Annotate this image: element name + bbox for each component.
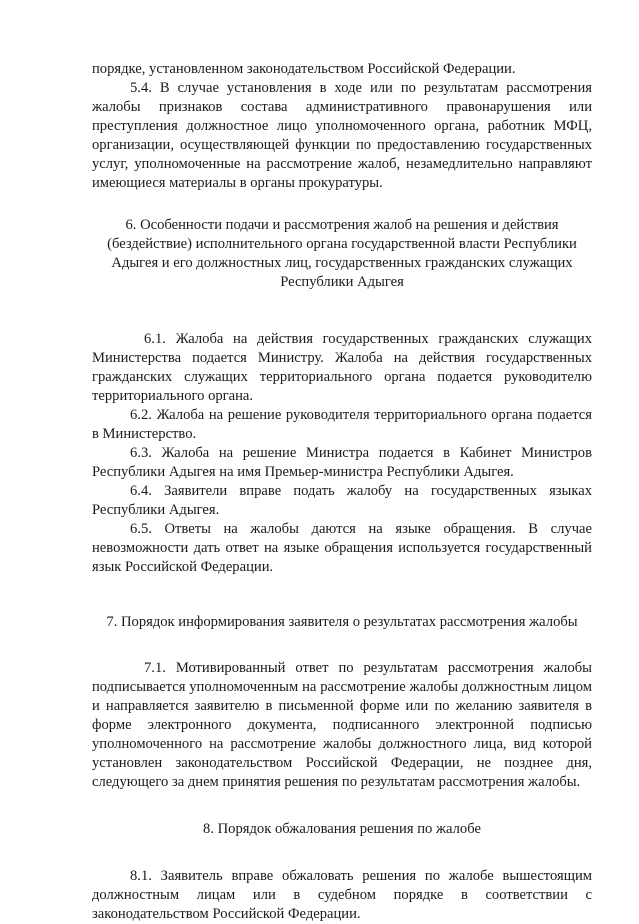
section-heading-8: 8. Порядок обжалования решения по жалобе: [203, 821, 481, 837]
paragraph-6-4: 6.4. Заявители вправе подать жалобу на государственных языках Республики Адыгея.: [92, 483, 592, 518]
paragraph-6-3: 6.3. Жалоба на решение Министра подается в Кабинет Министров Республики Адыгея на имя Премьер-министра Республики Адыгея.: [92, 445, 592, 480]
paragraph-8-1: 8.1. Заявитель вправе обжаловать решения по жалобе вышестоящим должностным лицам или в судебном порядке в соответствии с законодательством Российской Федерации.: [92, 868, 592, 922]
paragraph-6-1: 6.1. Жалоба на действия государственных гражданских служащих Министерства подается Министру. Жалоба на действия государственных гражданских служащих территориального органа подается руководителю территориального органа.: [92, 331, 592, 404]
section-heading-6: 6. Особенности подачи и рассмотрения жалоб на решения и действия (бездействие) исполнительного органа государственной власти Республики Адыгея и его должностных лиц, государственных гражданских служащих Республики Адыгея: [107, 217, 577, 290]
paragraph-7-1: 7.1. Мотивированный ответ по результатам рассмотрения жалобы подписывается уполномоченным на рассмотрение жалобы должностным лицом и направляется заявителю в письменной форме или по желанию заявителя в форме электронного документа, подписанного электронной подписью уполномоченного на рассмотрение жалобы должностного лица, вид которой установлен законодательством Российской Федерации, не позднее дня, следующего за днем принятия решения по результатам рассмотрения жалобы.: [92, 660, 592, 790]
document-page: [92, 0, 592, 924]
paragraph-6-5: 6.5. Ответы на жалобы даются на языке обращения. В случае невозможности дать ответ на языке обращения используется государственный язык Российской Федерации.: [92, 521, 592, 575]
paragraph-6-2: 6.2. Жалоба на решение руководителя территориального органа подается в Министерство.: [92, 407, 592, 442]
paragraph-continuation: порядке, установленном законодательством Российской Федерации.: [92, 61, 516, 77]
paragraph-5-4: 5.4. В случае установления в ходе или по результатам рассмотрения жалобы признаков состава административного правонарушения или преступления должностное лицо уполномоченного органа, работник МФЦ, организации, осуществляющей функции по предоставлению государственных услуг, уполномоченные на рассмотрение жалоб, незамедлительно направляют имеющиеся материалы в органы прокуратуры.: [92, 80, 592, 191]
section-heading-7: 7. Порядок информирования заявителя о результатах рассмотрения жалобы: [106, 614, 578, 630]
